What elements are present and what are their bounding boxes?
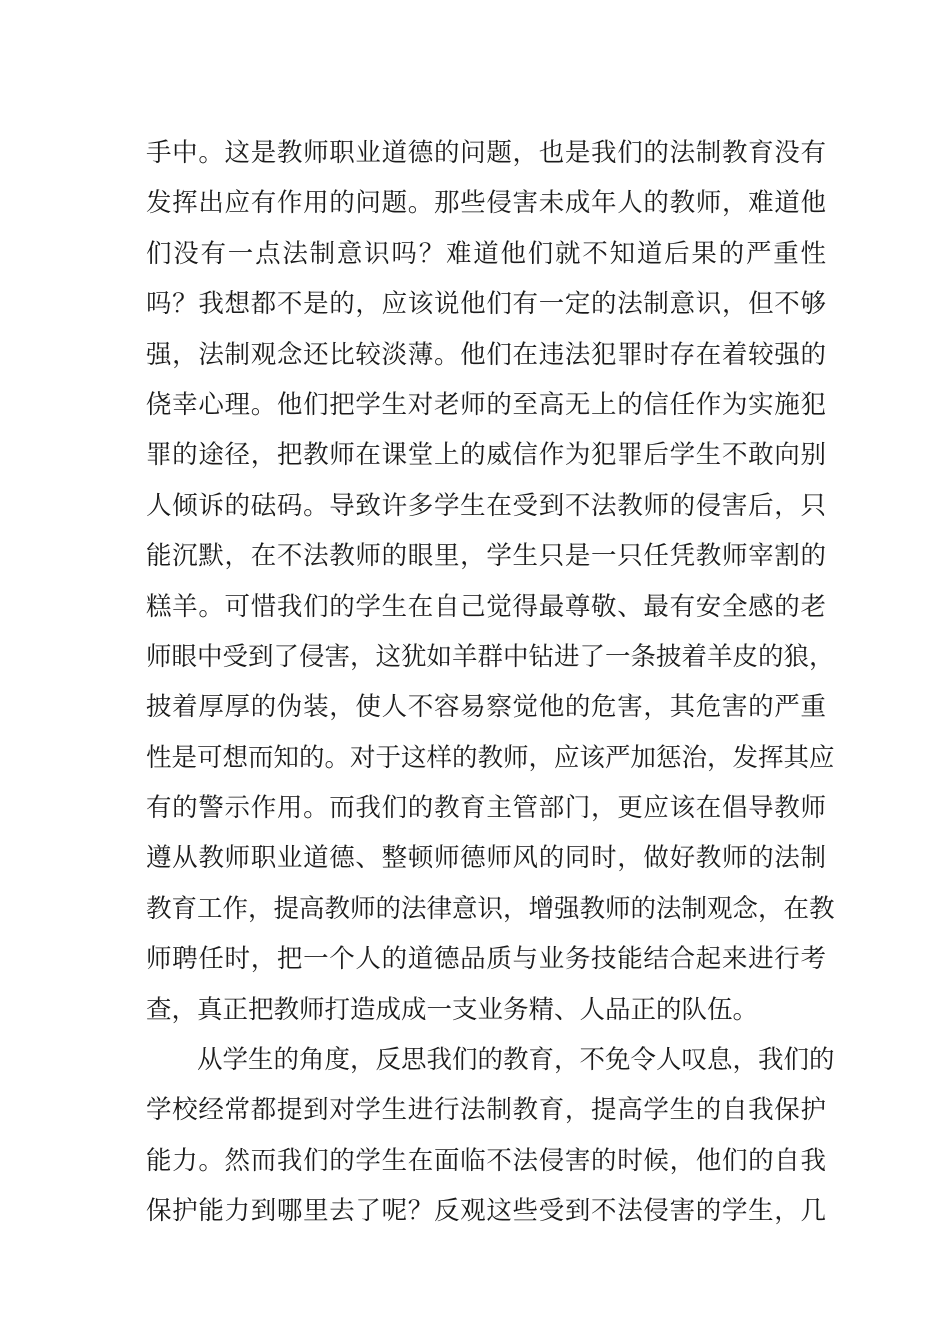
text-line: 人倾诉的砝码。导致许多学生在受到不法教师的侵害后，只	[146, 490, 826, 521]
text-line: 师眼中受到了侵害，这犹如羊群中钻进了一条披着羊皮的狼，	[146, 641, 835, 672]
text-line: 能沉默，在不法教师的眼里，学生只是一只任凭教师宰割的	[146, 541, 826, 572]
text-line: 吗？我想都不是的，应该说他们有一定的法制意识，但不够	[146, 289, 826, 320]
text-line: 们没有一点法制意识吗？难道他们就不知道后果的严重性	[146, 238, 826, 269]
text-line: 侥幸心理。他们把学生对老师的至高无上的信任作为实施犯	[146, 389, 826, 420]
text-line: 遵从教师职业道德、整顿师德师风的同时，做好教师的法制	[146, 843, 826, 874]
text-line: 保护能力到哪里去了呢？反观这些受到不法侵害的学生，几	[146, 1196, 826, 1227]
text-line: 教育工作，提高教师的法律意识，增强教师的法制观念，在教	[146, 893, 835, 924]
text-line: 能力。然而我们的学生在面临不法侵害的时候，他们的自我	[146, 1145, 826, 1176]
text-line: 有的警示作用。而我们的教育主管部门，更应该在倡导教师	[146, 793, 826, 824]
text-line: 师聘任时，把一个人的道德品质与业务技能结合起来进行考	[146, 944, 826, 975]
paragraph	[146, 1035, 835, 1237]
text-line: 披着厚厚的伪装，使人不容易察觉他的危害，其危害的严重	[146, 692, 826, 723]
text-line: 糕羊。可惜我们的学生在自己觉得最尊敬、最有安全感的老	[146, 591, 826, 622]
text-line: 性是可想而知的。对于这样的教师，应该严加惩治，发挥其应	[146, 742, 835, 773]
text-line: 手中。这是教师职业道德的问题，也是我们的法制教育没有	[146, 138, 826, 168]
text-line: 查，真正把教师打造成成一支业务精、人品正的队伍。	[146, 994, 759, 1025]
text-line: 学校经常都提到对学生进行法制教育，提高学生的自我保护	[146, 1095, 826, 1126]
paragraph	[146, 128, 835, 1035]
body-text	[146, 128, 835, 1237]
text-line: 强，法制观念还比较淡薄。他们在违法犯罪时存在着较强的	[146, 339, 826, 370]
text-line: 罪的途径，把教师在课堂上的威信作为犯罪后学生不敢向别	[146, 440, 826, 471]
text-line: 发挥出应有作用的问题。那些侵害未成年人的教师，难道他	[146, 188, 826, 219]
text-line: 从学生的角度，反思我们的教育，不免令人叹息，我们的	[197, 1045, 835, 1076]
